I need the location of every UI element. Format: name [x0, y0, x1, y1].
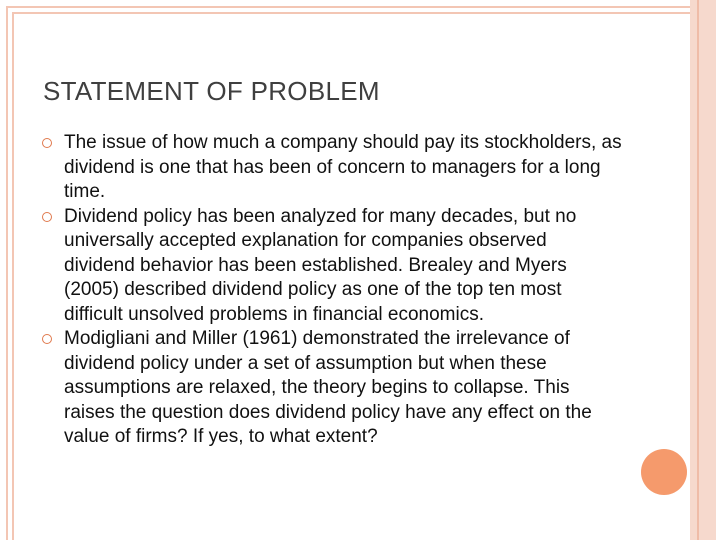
- bullet-list: [42, 131, 622, 450]
- bullet-item-2: [42, 205, 622, 328]
- bullet-text-2: Dividend policy has been analyzed for many decades, but no universally accepted explanation for companies observed dividend behavior has been established. Brealey and Myers (2005) described dividend policy as one of the top ten most difficult unsolved problems in financial economics.: [64, 205, 577, 325]
- slide-title: STATEMENT OF PROBLEM: [43, 76, 380, 106]
- bullet-text-3: Modigliani and Miller (1961) demonstrated the irrelevance of dividend policy under a set of assumption but when these assumptions are relaxed, the theory begins to collapse. This raises the question does dividend policy have any effect on the value of firms? If yes, to what extent?: [64, 328, 592, 447]
- bullet-item-1: [42, 131, 622, 205]
- right-decorative-line: [697, 0, 699, 540]
- bullet-text-1: The issue of how much a company should pay its stockholders, as dividend is one that has been of concern to managers for a long time.: [64, 132, 622, 202]
- bullet-item-3: [42, 327, 622, 450]
- accent-circle: [641, 449, 687, 495]
- circle-bullet-icon: [42, 212, 52, 222]
- right-decorative-band: [690, 0, 716, 540]
- circle-bullet-icon: [42, 138, 52, 148]
- circle-bullet-icon: [42, 334, 52, 344]
